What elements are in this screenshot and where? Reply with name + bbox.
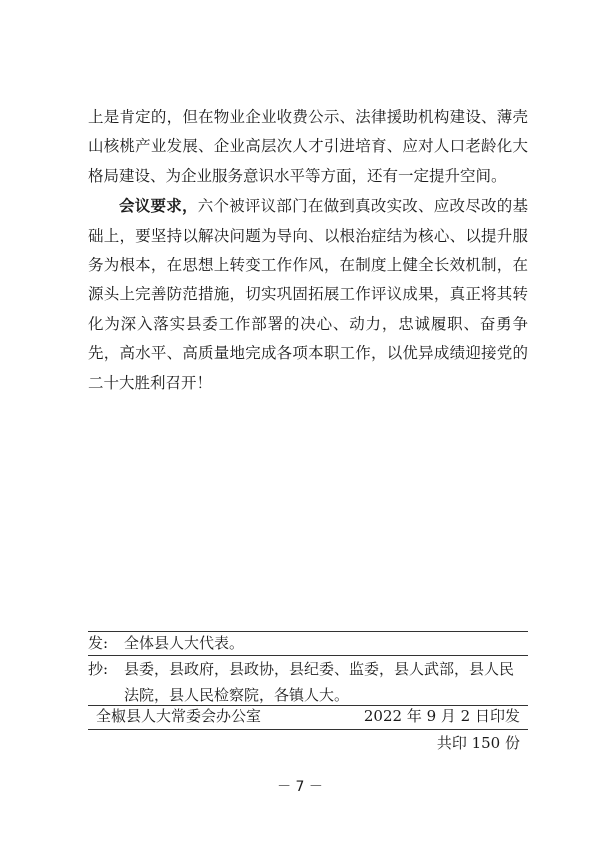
- meeting-requirement-lead: 会议要求，: [119, 196, 198, 216]
- page-number: － 7 －: [277, 779, 323, 795]
- divider-issuer: [88, 729, 528, 730]
- send-label: 发:: [88, 634, 109, 652]
- body-paragraph-2: [88, 191, 528, 398]
- body-paragraph-1: 上是肯定的，但在物业企业收费公示、法律援助机构建设、薄壳山核桃产业发展、企业高层次人才引进培育、应对人口老龄化大格局建设、为企业服务意识水平等方面，还有一定提升空间。: [88, 108, 528, 185]
- distribution-block: [88, 630, 528, 656]
- cc-label: 抄:: [88, 660, 109, 678]
- send-recipients: 全体县人大代表。: [124, 634, 245, 652]
- cc-row: [88, 656, 528, 708]
- issuer-name: 全椒县人大常委会办公室: [96, 707, 262, 725]
- document-body: [88, 103, 528, 398]
- meeting-requirement-text: 六个被评议部门在做到真改实改、应改尽改的基础上，要坚持以解决问题为导向、以根治症结为核心、以提升服务为根本，在思想上转变工作作风，在制度上健全长效机制，在源头上完善防范措施，切实巩固拓展工作评议成果，真正将其转化为深入落实县委工作部署的决心、动力，忠诚履职、奋勇争先，高水平、高质量地完成各项本职工作，以优异成绩迎接党的二十大胜利召开！: [88, 197, 528, 392]
- cc-recipients: 县委，县政府，县政协，县纪委、监委，县人武部，县人民法院，县人民检察院，各镇人大。: [124, 660, 515, 704]
- send-row: [88, 630, 528, 656]
- issuer-row: [96, 704, 520, 728]
- copies-count: 共印 150 份: [436, 734, 520, 752]
- cc-block: [88, 656, 528, 708]
- issue-date: 2022 年 9 月 2 日印发: [363, 707, 520, 725]
